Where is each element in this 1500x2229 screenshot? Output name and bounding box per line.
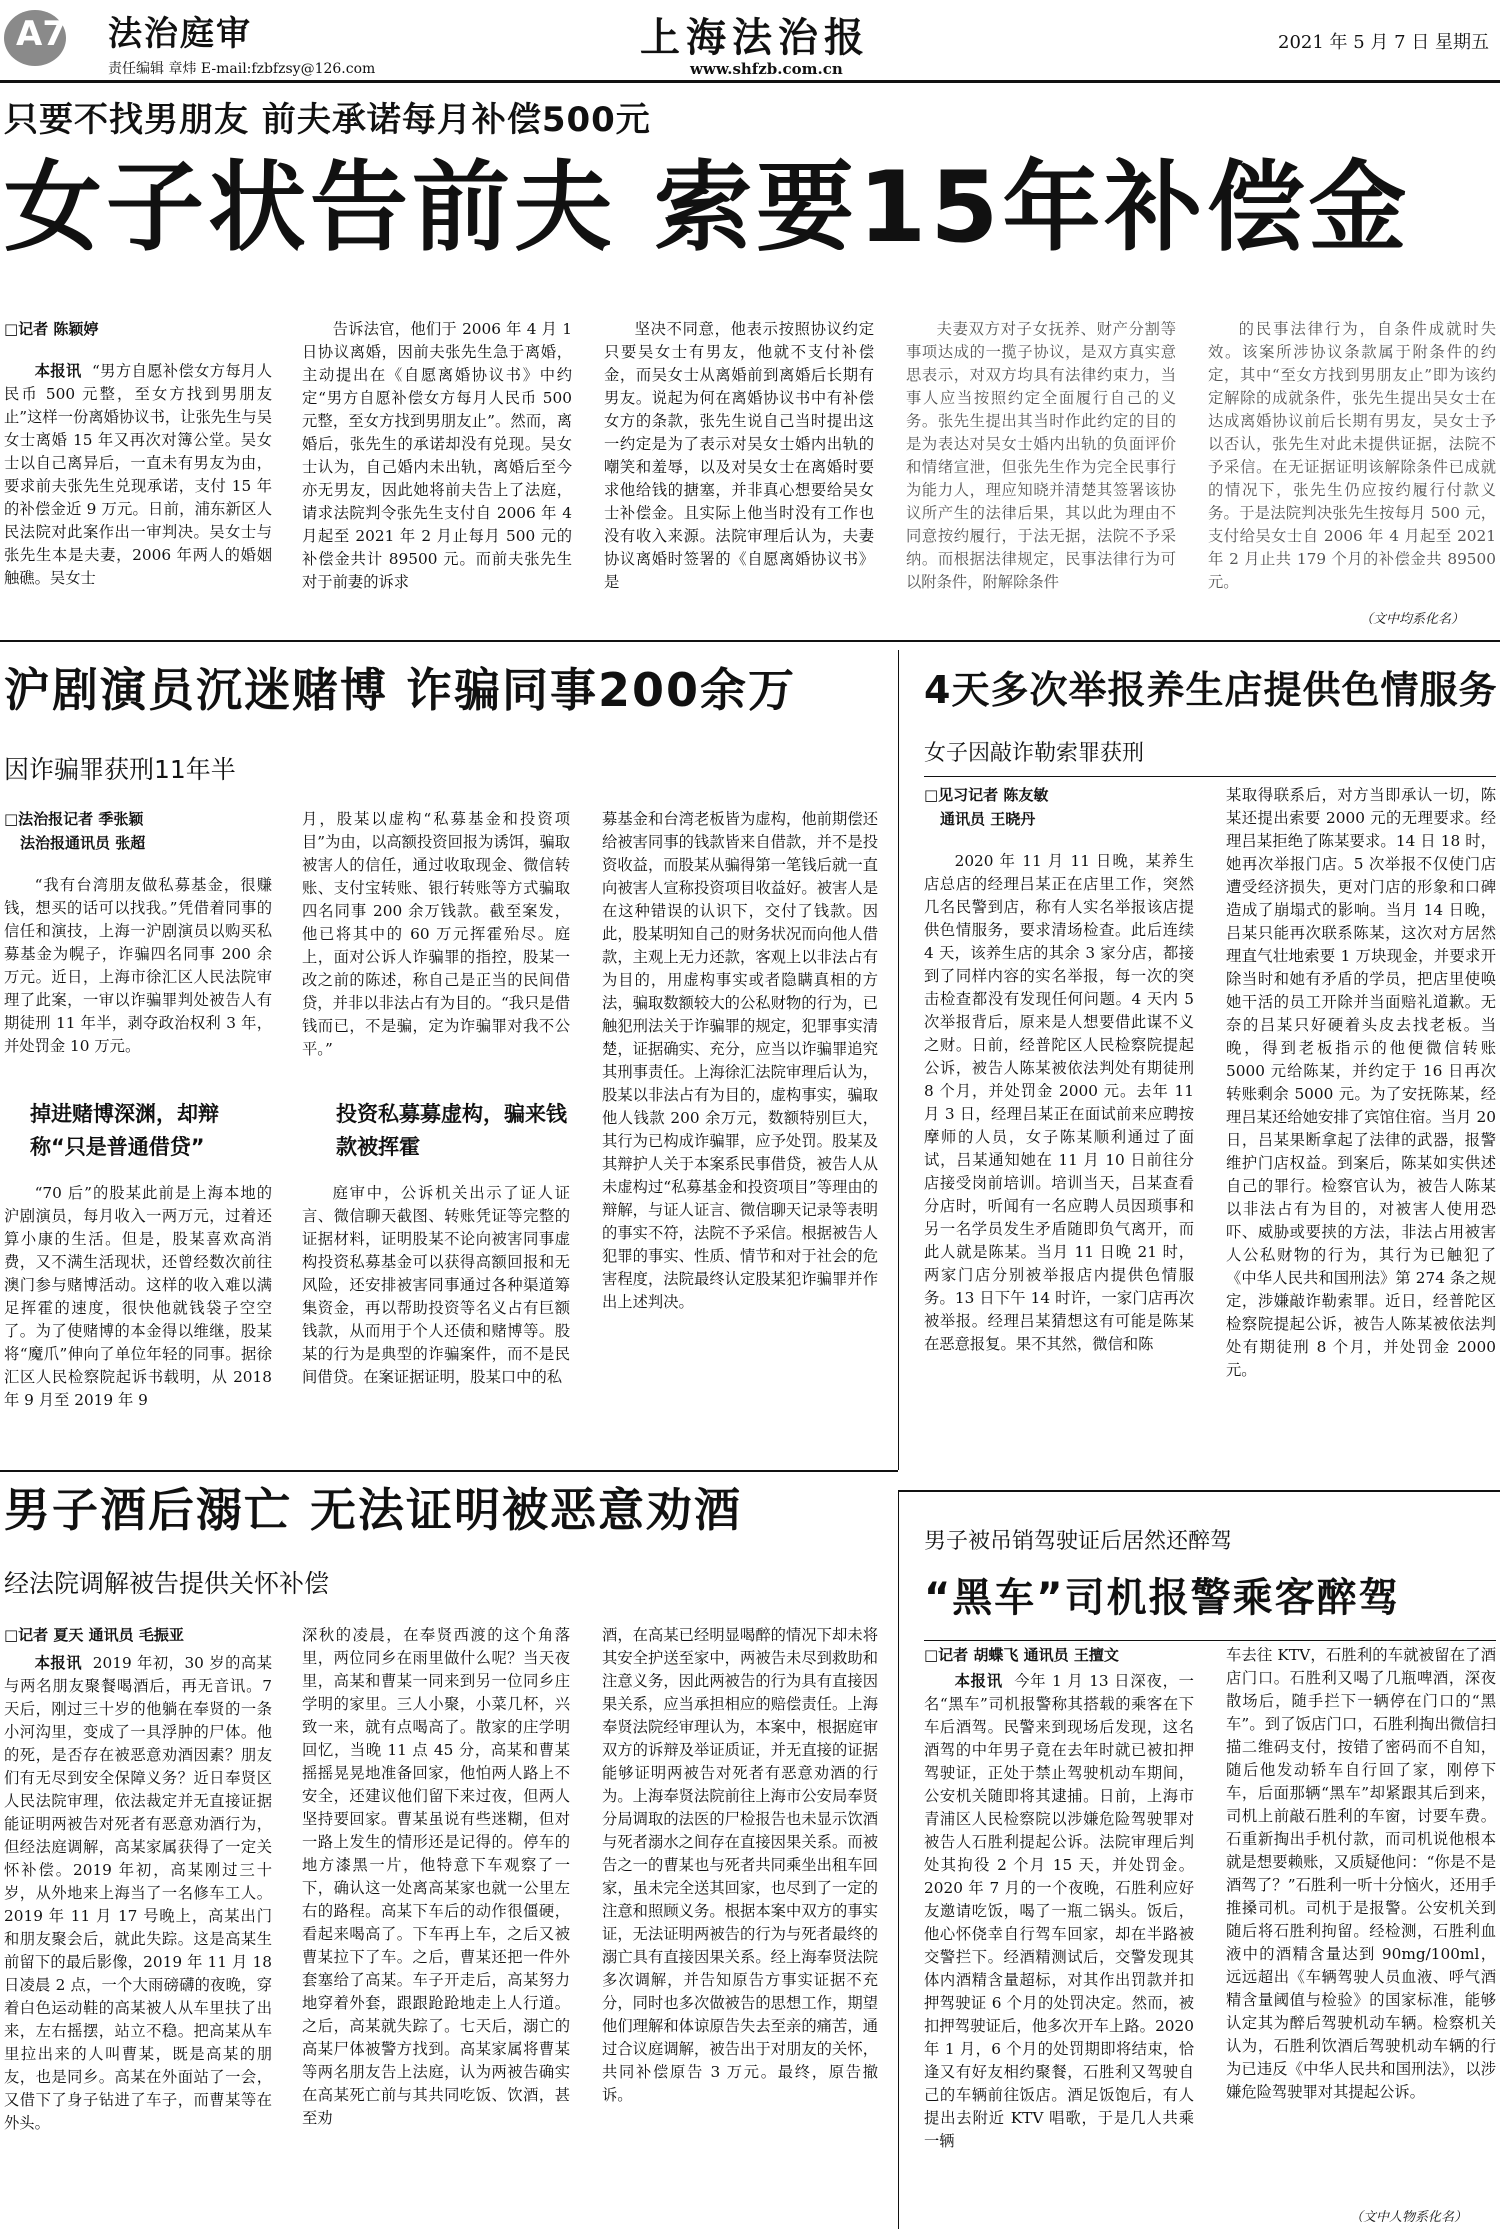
story5-lead-label: 本报讯	[954, 1672, 1003, 1690]
story4-byline: □记者 夏天 通讯员 毛振亚	[4, 1626, 184, 1644]
story4-column-2	[302, 1624, 570, 2226]
vertical-divider-1	[898, 650, 899, 1470]
story1-column-3	[604, 318, 874, 630]
story1-lead-label: 本报讯	[34, 362, 82, 380]
editor-line: 责任编辑 章炜 E-mail:fzbfzsy@126.com	[108, 61, 376, 77]
story4-column-3	[602, 1624, 878, 2226]
story2-subhead-1: 掉进赌博深渊，却辩称“只是普通借贷”	[30, 1102, 219, 1159]
story2-column-1b	[4, 1182, 272, 1452]
story4-headline: 男子酒后溺亡 无法证明被恶意劝酒	[4, 1483, 743, 1537]
header-rule	[0, 80, 1500, 83]
story1-column-2	[302, 318, 572, 630]
story1-kicker: 只要不找男朋友 前夫承诺每月补偿500元	[4, 100, 651, 140]
story1-text-4: 夫妻双方对子女抚养、财产分割等事项达成的一揽子协议，是双方真实意思表示，对双方均具有法律约束力，当事人应当按照约定全面履行自己的义务。张先生提出其当时作此约定的目的是为表达对吴女士婚内出轨的负面评价和情绪宣泄，但张先生作为完全民事行为能力人，理应知晓并清楚其签署该协议所产生的法律后果，其以此为理由不同意按约履行，于法无据，法院不予采纳。而根据法律规定，民事法律行为可以附条件，附解除条件	[906, 320, 1176, 591]
story5-column-2	[1226, 1644, 1496, 2204]
story2-text-2b: 庭审中，公诉机关出示了证人证言、微信聊天截图、转账凭证等完整的证据材料，证明股某不论向被害同事虚构投资私募基金可以获得高额回报和无风险，还安排被害同事通过各种渠道筹集资金，再以帮助投资等名义占有巨额钱款，从而用于个人还债和赌博等。股某的行为是典型的诈骗案件，而不是民间借贷。在案证据证明，股某口中的私	[302, 1184, 570, 1386]
page-header	[0, 0, 1500, 90]
story1-column-4	[906, 318, 1176, 630]
story2-byline-2: 法治报通讯员 张超	[20, 834, 146, 852]
story1-credit: （文中均系化名）	[1360, 612, 1465, 627]
masthead-logo: 上海法治报	[640, 14, 870, 61]
story1-text-1: “男方自愿补偿女方每月人民币 500 元整，至女方找到男朋友止”这样一份离婚协议书，让张先生与吴女士离婚 15 年又再次对簿公堂。吴女士以自己离异后，一直未有男友为由，要求前夫张先生兑现承诺，支付 15 年的补偿金近 9 万元。日前，浦东新区人民法院对此案作出一审判决。吴女士与张先生本是夫妻，2006 年两人的婚姻触礁。吴女士	[4, 362, 272, 587]
story3-column-1	[924, 850, 1194, 1478]
story5-credit: （文中人物系化名）	[1350, 2210, 1468, 2225]
page-number: A7	[16, 14, 66, 54]
story1-byline: □记者 陈颖婷	[4, 320, 99, 338]
story2-text-1b: “70 后”的股某此前是上海本地的沪剧演员，每月收入一两万元，过着还算小康的生活。但是，股某喜欢高消费，又不满生活现状，还曾经数次前往澳门参与赌博活动。这样的收入难以满足挥霍的速度，很快他就钱袋子空空了。为了使赌博的本金得以维继，股某将“魔爪”伸向了单位年轻的同事。据徐汇区人民检察院起诉书载明，从 2018 年 9 月至 2019 年 9	[4, 1184, 272, 1409]
story5-text-2: 车去往 KTV，石胜利的车就被留在了酒店门口。石胜利又喝了几瓶啤酒，深夜散场后，随手拦下一辆停在门口的“黑车”。到了饭店门口，石胜利掏出微信扫描二维码支付，按错了密码而不自知，随后他发动轿车自行回了家，刚停下车，后面那辆“黑车”却紧跟其后到来，司机上前敲石胜利的车窗，讨要车费。石重新掏出手机付款，而司机说他根本就是想要赖账，又质疑他问：“你是不是酒驾了？”石胜利一听十分恼火，还用手推搡司机。司机于是报警。公安机关到随后将石胜利拘留。经检测，石胜利血液中的酒精含量达到 90mg/100ml，远远超出《车辆驾驶人员血液、呼气酒精含量阈值与检验》的国家标准，能够认定其为醉后驾驶机动车辆。检察机关认为，石胜利饮酒后驾驶机动车辆的行为已违反《中华人民共和国刑法》，以涉嫌危险驾驶罪对其提起公诉。	[1226, 1646, 1496, 2101]
story1-column-1	[4, 360, 272, 630]
story2-bottom-rule	[0, 1470, 898, 1472]
story1-headline: 女子状告前夫 索要15年补偿金	[4, 151, 1411, 265]
story3-rule	[924, 776, 1496, 777]
story2-subheadline: 因诈骗罪获刑11年半	[4, 755, 236, 784]
story3-text-1: 2020 年 11 月 11 日晚，某养生店总店的经理吕某正在店里工作，突然几名民警到店，称有人实名举报该店提供色情服务，要求清场检查。此后连续 4 天，该养生店的其余 3 家分店，都接到了同样内容的实名举报，每一次的突击检查都没有发现任何问题。4 天内 5 次举报背后，原来是人想要借此谋不义之财。日前，经普陀区人民检察院提起公诉，被告人陈某被依法判处有期徒刑 8 个月，并处罚金 2000 元。去年 11 月 3 日，经理吕某正在面试前来应聘按摩师的人员，女子陈某顺利通过了面试，吕某通知她在 11 月 10 日前往分店接受岗前培训。培训当天，吕某查看分店时，听闻有一名应聘人员因琐事和另一名学员发生矛盾随即负气离开，而此人就是陈某。当月 11 日晚 21 时，两家门店分别被举报店内提供色情服务。13 日下午 14 时许，一家门店再次被举报。经理吕某猜想这有可能是陈某在恶意报复。果不其然，微信和陈	[924, 852, 1194, 1353]
story5-column-1	[924, 1670, 1194, 2226]
story2-text-1a: “我有台湾朋友做私募基金，很赚钱，想买的话可以找我。”凭借着同事的信任和演技，上海一沪剧演员以购买私募基金为幌子，诈骗四名同事 200 余万元。近日，上海市徐汇区人民法院审理了此案，一审以诈骗罪判处被告人有期徒刑 11 年半，剥夺政治权利 3 年，并处罚金 10 万元。	[4, 876, 272, 1055]
story4-subheadline: 经法院调解被告提供关怀补偿	[4, 1569, 330, 1598]
story3-column-2	[1226, 784, 1496, 1478]
story5-text-1: 今年 1 月 13 日深夜，一名“黑车”司机报警称其搭载的乘客在下车后酒驾。民警来到现场后发现，这名酒驾的中年男子竟在去年时就已被扣押驾驶证，正处于禁止驾驶机动车期间，公安机关随即将其逮捕。日前，上海市青浦区人民检察院以涉嫌危险驾驶罪对被告人石胜利提起公诉。法院审理后判处其拘役 2 个月 15 天，并处罚金。2020 年 7 月的一个夜晚，石胜利应好友邀请吃饭，喝了一瓶二锅头。饭后，他心怀侥幸自行驾车回家，却在半路被交警拦下。经酒精测试后，交警发现其体内酒精含量超标，对其作出罚款并扣押驾驶证 6 个月的处罚决定。然而，被扣押驾驶证后，他多次开车上路。2020 年 1 月，6 个月的处罚期即将结束，恰逢又有好友相约聚餐，石胜利又驾驶自己的车辆前往饭店。酒足饭饱后，有人提出去附近 KTV 唱歌，于是几人共乘一辆	[924, 1672, 1194, 2150]
story1-text-5: 的民事法律行为，自条件成就时失效。该案所涉协议条款属于附条件的约定，其中“至女方找到男朋友止”即为该约定解除的成就条件，张先生提出吴女士在达成离婚协议前后长期有男友，吴女士予以否认，张先生对此未提供证据，法院不予采信。在无证据证明该解除条件已成就的情况下，张先生仍应按约履行付款义务。于是法院判决张先生按每月 500 元，支付给吴女士自 2006 年 4 月起至 2021 年 2 月止共 179 个月的补偿金共 89500 元。	[1208, 320, 1496, 591]
vertical-divider-2	[898, 1490, 899, 2229]
story2-byline-1: □法治报记者 季张颖	[4, 810, 144, 828]
story3-subheadline: 女子因敲诈勒索罪获刑	[924, 741, 1145, 766]
website: www.shfzb.com.cn	[690, 60, 843, 78]
story2-column-2b	[302, 1182, 570, 1452]
story4-text-3: 酒，在高某已经明显喝醉的情况下却未将其安全护送至家中，两被告未尽到救助和注意义务，因此两被告的行为具有直接因果关系，应当承担相应的赔偿责任。上海奉贤法院经审理认为，本案中，根据庭审双方的诉辩及举证质证，并无直接的证据能够证明两被告对死者有恶意劝酒的行为。上海奉贤法院前往上海市公安局奉贤分局调取的法医的尸检报告也未显示饮酒与死者溺水之间存在直接因果关系。而被告之一的曹某也与死者共同乘坐出租车回家，虽未完全送其回家，也尽到了一定的注意和照顾义务。根据本案中双方的事实证，无法证明两被告的行为与死者最终的溺亡具有直接因果关系。经上海奉贤法院多次调解，并告知原告方事实证据不充分，同时也多次做被告的思想工作，期望他们理解和体谅原告失去至亲的痛苦，通过合议庭调解，被告出于对朋友的关怀，共同补偿原告 3 万元。最终，原告撤诉。	[602, 1626, 878, 2104]
story2-column-1a	[4, 874, 272, 1089]
story1-column-5	[1208, 318, 1496, 608]
story3-byline-2: 通讯员 王晓丹	[940, 810, 1036, 828]
story2-headline: 沪剧演员沉迷赌博 诈骗同事200余万	[4, 663, 797, 717]
story2-subhead-2: 投资私募募虚构，骗来钱款被挥霍	[336, 1102, 567, 1159]
story4-text-1: 2019 年初，30 岁的高某与两名朋友聚餐喝酒后，再无音讯。7 天后，刚过三十岁的他躺在奉贤的一条小河沟里，变成了一具浮肿的尸体。他的死，是否存在被恶意劝酒因素？朋友们有无尽到安全保障义务？近日奉贤区人民法院审理，依法裁定并无直接证据能证明两被告对死者有恶意劝酒行为，但经法庭调解，高某家属获得了一定关怀补偿。2019 年初，高某刚过三十岁，从外地来上海当了一名修车工人。2019 年 11 月 17 号晚上，高某出门和朋友聚会后，就此失踪。这是高某生前留下的最后影像，2019 年 11 月 18 日凌晨 2 点，一个大雨磅礴的夜晚，穿着白色运动鞋的高某被人从车里扶了出来，左右摇摆，站立不稳。把高某从车里拉出来的人叫曹某，既是高某的朋友，也是同乡。高某在外面站了一会，又借下了身子钻进了车子，而曹某等在外头。	[4, 1654, 272, 2132]
story5-byline: □记者 胡蝶飞 通讯员 王擅文	[924, 1646, 1119, 1664]
story1-bottom-rule	[0, 640, 1500, 642]
story2-text-3: 募基金和台湾老板皆为虚构，他前期偿还给被害同事的钱款皆来自借款，并不是投资收益，而股某从骗得第一笔钱后就一直向被害人宣称投资项目收益好。被害人是在这种错误的认识下，交付了钱款。因此，股某明知自己的财务状况而向他人借款，主观上无力还款，客观上以非法占有为目的，用虚构事实或者隐瞒真相的方法，骗取数额较大的公私财物的行为，已触犯刑法关于诈骗罪的规定，犯罪事实清楚，证据确实、充分，应当以诈骗罪追究其刑事责任。上海徐汇法院审理后认为，股某以非法占有为目的，虚构事实，骗取他人钱款 200 余万元，数额特别巨大，其行为已构成诈骗罪，应予处罚。股某及其辩护人关于本案系民事借贷，被告人从未虚构过“私募基金和投资项目”等理由的辩解，与证人证言、微信聊天记录等表明的事实不符，法院不予采信。根据被告人犯罪的事实、性质、情节和对于社会的危害程度，法院最终认定股某犯诈骗罪并作出上述判决。	[602, 810, 878, 1311]
section-title: 法治庭审	[108, 14, 252, 54]
story3-byline-1: □见习记者 陈友敏	[924, 786, 1049, 804]
story2-text-2a: 月，股某以虚构“私募基金和投资项目”为由，以高额投资回报为诱饵，骗取被害人的信任，通过收取现金、微信转账、支付宝转账、银行转账等方式骗取四名同事 200 余万钱款。截至案发，他已将其中的 60 万元挥霍殆尽。庭上，面对公诉人诈骗罪的指控，股某一改之前的陈述，称自己是正当的民间借贷，并非以非法占有为目的。“我只是借钱而已，不是骗，定为诈骗罪对我不公平。”	[302, 810, 570, 1058]
story3-headline: 4天多次举报养生店提供色情服务	[924, 668, 1498, 712]
story2-column-3	[602, 808, 878, 1452]
story4-lead-label: 本报讯	[34, 1654, 82, 1672]
story1-text-3: 坚决不同意，他表示按照协议约定只要吴女士有男友，他就不支付补偿金，而吴女士从离婚前到离婚后长期有男友。说起为何在离婚协议书中有补偿女方的条款，张先生说自己当时提出这一约定是为了表示对吴女士婚内出轨的嘲笑和羞辱，以及对吴女士在离婚时要求他给钱的搪塞，并非真心想要给吴女士补偿金。且实际上他当时没有工作也没有收入来源。法院审理后认为，夫妻协议离婚时签署的《自愿离婚协议书》是	[604, 320, 874, 591]
story4-column-1	[4, 1652, 272, 2226]
story2-column-2a	[302, 808, 570, 1090]
story5-kicker: 男子被吊销驾驶证后居然还醉驾	[924, 1529, 1233, 1554]
story5-rule	[924, 1640, 1496, 1641]
story5-headline: “黑车”司机报警乘客醉驾	[924, 1575, 1401, 1621]
story1-text-2: 告诉法官，他们于 2006 年 4 月 1 日协议离婚，因前夫张先生急于离婚，主动提出在《自愿离婚协议书》中约定“男方自愿补偿女方每月人民币 500 元整，至女方找到男朋友止”。然而，离婚后，张先生的承诺却没有兑现。吴女士认为，自己婚内未出轨，离婚后至今亦无男友，因此她将前夫告上了法庭，请求法院判令张先生支付自 2006 年 4 月起至 2021 年 2 月止每月 500 元的补偿金共计 89500 元。而前夫张先生对于前妻的诉求	[302, 320, 572, 591]
issue-date: 2021 年 5 月 7 日 星期五	[1278, 32, 1490, 53]
story3-bottom-rule	[898, 1490, 1500, 1492]
story4-text-2: 深秋的凌晨，在奉贤西渡的这个角落里，两位同乡在雨里做什么呢？当天夜里，高某和曹某一同来到另一位同乡庄学明的家里。三人小聚，小菜几杯，兴致一来，就有点喝高了。散家的庄学明回忆，当晚 11 点 45 分，高某和曹某摇摇晃晃地准备回家，他怕两人路上不安全，还建议他们留下来过夜，但两人坚持要回家。曹某虽说有些迷糊，但对一路上发生的情形还是记得的。停车的地方漆黑一片，他特意下车观察了一下，确认这一处离高某家也就一公里左右的路程。高某下车后的动作很僵硬，看起来喝高了。下车再上车，之后又被曹某拉下了车。之后，曹某还把一件外套塞给了高某。车子开走后，高某努力地穿着外套，跟跟跄跄地走上人行道。之后，高某就失踪了。七天后，溺亡的高某尸体被警方找到。高某家属将曹某等两名朋友告上法庭，认为两被告确实在高某死亡前与其共同吃饭、饮酒，甚至劝	[302, 1626, 570, 2127]
story3-text-2: 某取得联系后，对方当即承认一切，陈某还提出索要 2000 元的无理要求。经理吕某拒绝了陈某要求。14 日 18 时，她再次举报门店。5 次举报不仅使门店遭受经济损失，更对门店的形象和口碑造成了崩塌式的影响。当月 14 日晚，吕某只能再次联系陈某，这次对方居然理直气壮地索要 1 万块现金，并要求开除当时和她有矛盾的学员，把店里使唤她干活的员工开除并当面赔礼道歉。无奈的吕某只好硬着头皮去找老板。当晚，得到老板指示的他便微信转账 5000 元给陈某，并约定于 16 日再次转账剩余 5000 元。为了安抚陈某，经理吕某还给她安排了宾馆住宿。当月 20 日，吕某果断拿起了法律的武器，报警维护门店权益。到案后，陈某如实供述自己的罪行。检察官认为，被告人陈某以非法占有为目的，对被害人使用恐吓、威胁或要挟的方法，非法占用被害人公私财物的行为，其行为已触犯了《中华人民共和国刑法》第 274 条之规定，涉嫌敲诈勒索罪。近日，经普陀区检察院提起公诉，被告人陈某被依法判处有期徒刑 8 个月，并处罚金 2000 元。	[1226, 786, 1496, 1379]
page-number-badge	[4, 4, 94, 64]
